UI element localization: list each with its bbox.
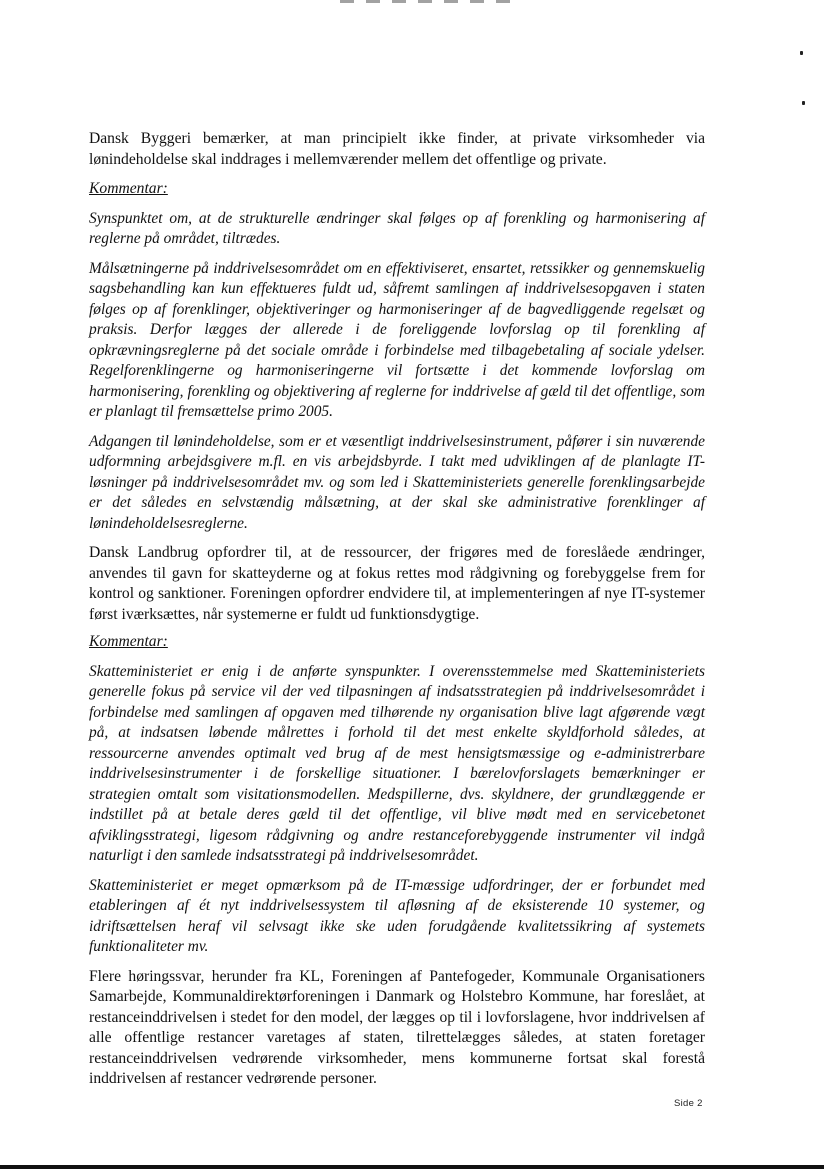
- comment-paragraph: Synspunktet om, at de strukturelle ændringer skal følges op af forenkling og harmonisering af reglerne på området, tiltrædes.: [89, 209, 705, 247]
- paragraph-dansk-byggeri: Dansk Byggeri bemærker, at man principielt ikke finder, at private virksomheder via lønindeholdelse skal inddrages i mellemværender mellem det offentlige og private.: [89, 130, 705, 168]
- comment-heading: Kommentar:: [89, 633, 168, 650]
- comment-paragraph: Skatteministeriet er enig i de anførte synspunkter. I overensstemmelse med Skatteministeriets generelle fokus på service vil der ved tilpasningen af indsatsstrategien på inddrivelsesområdet i forbindelse med samlingen af opgaven med tilhørende ny organisation blive lagt afgørende vægt på, at indsatsen løbende målrettes i forhold til det mest enkelte skyldforhold således, at ressourcerne anvendes optimalt ved brug af de mest hensigtsmæssige og e-administrerbare inddrivelsesinstrumenter i de forskellige situationer. I bærelovforslagets bemærkninger er strategien omtalt som visitationsmodellen. Medspillerne, dvs. skyldnere, der grundlæggende er indstillet på at betale deres gæld til det offentlige, vil blive mødt med en servicebetonet afviklingsstrategi, ligesom rådgivning og andre restanceforebyggende instrumenter vil indgå naturligt i den samlede indsatsstrategi på inddrivelsesområdet.: [89, 662, 705, 864]
- scan-artifact-dot: [802, 101, 805, 105]
- comment-heading: Kommentar:: [89, 180, 168, 197]
- comment-paragraph: Adgangen til lønindeholdelse, som er et væsentligt inddrivelsesinstrument, påfører i sin nuværende udformning arbejdsgivere m.fl. en vis arbejdsbyrde. I takt med udviklingen af de planlagte IT-løsninger på inddrivelsesområdet mv. og som led i Skatteministeriets generelle forenklingsarbejde er det således en selvstændig målsætning, at der skal ske administrative forenklinger af lønindeholdelsesreglerne.: [89, 432, 705, 532]
- paragraph-hoeringssvar: Flere høringssvar, herunder fra KL, Foreningen af Pantefogeder, Kommunale Organisationers Samarbejde, Kommunaldirektørforeningen i Danmark og Holstebro Kommune, har foreslået, at restanceinddrivelsen i stedet for den model, der lægges op til i lovforslagene, hvor inddrivelsen af alle offentlige restancer varetages af staten, tilrettelægges således, at staten foretager restanceinddrivelsen vedrørende virksomheder, mens kommunerne fortsat skal forestå inddrivelsen af restancer vedrørende personer.: [89, 967, 705, 1087]
- scan-artifact-top: [340, 0, 520, 3]
- comment-paragraph: Målsætningerne på inddrivelsesområdet om en effektiviseret, ensartet, retssikker og gennemskuelig sagsbehandling kan kun effektueres fuldt ud, såfremt samlingen af inddrivelsesopgaven i staten følges op af forenklinger, objektiveringer og harmoniseringer af de bagvedliggende regelsæt og praksis. Derfor lægges der allerede i de foreliggende lovforslag op til forenkling af opkrævningsreglerne på det sociale område i forbindelse med tilbagebetaling af sociale ydelser. Regelforenklingerne og harmoniseringerne vil fortsætte i det kommende lovforslag om harmonisering, forenkling og objektivering af reglerne for inddrivelse af gæld til det offentlige, som er planlagt til fremsættelse primo 2005.: [89, 259, 705, 420]
- scan-artifact-dot: [800, 51, 803, 55]
- paragraph-dansk-landbrug: Dansk Landbrug opfordrer til, at de ressourcer, der frigøres med de foreslåede ændringer, anvendes til gavn for skatteyderne og at fokus rettes mod rådgivning og forebyggelse frem for kontrol og sanktioner. Foreningen opfordrer endvidere til, at implementeringen af nye IT-systemer først iværksættes, når systemerne er fuldt ud funktionsdygtige.: [89, 544, 705, 623]
- page-number: Side 2: [674, 1098, 703, 1109]
- comment-paragraph: Skatteministeriet er meget opmærksom på de IT-mæssige udfordringer, der er forbundet med etableringen af ét nyt inddrivelsessystem til afløsning af de eksisterende 10 systemer, og idriftsættelsen heraf vil selvsagt ikke ske uden forudgående kvalitetssikring af systemets funktionaliteter mv.: [89, 876, 705, 955]
- document-body: [89, 129, 705, 1090]
- page-bottom-rule: [0, 1165, 824, 1169]
